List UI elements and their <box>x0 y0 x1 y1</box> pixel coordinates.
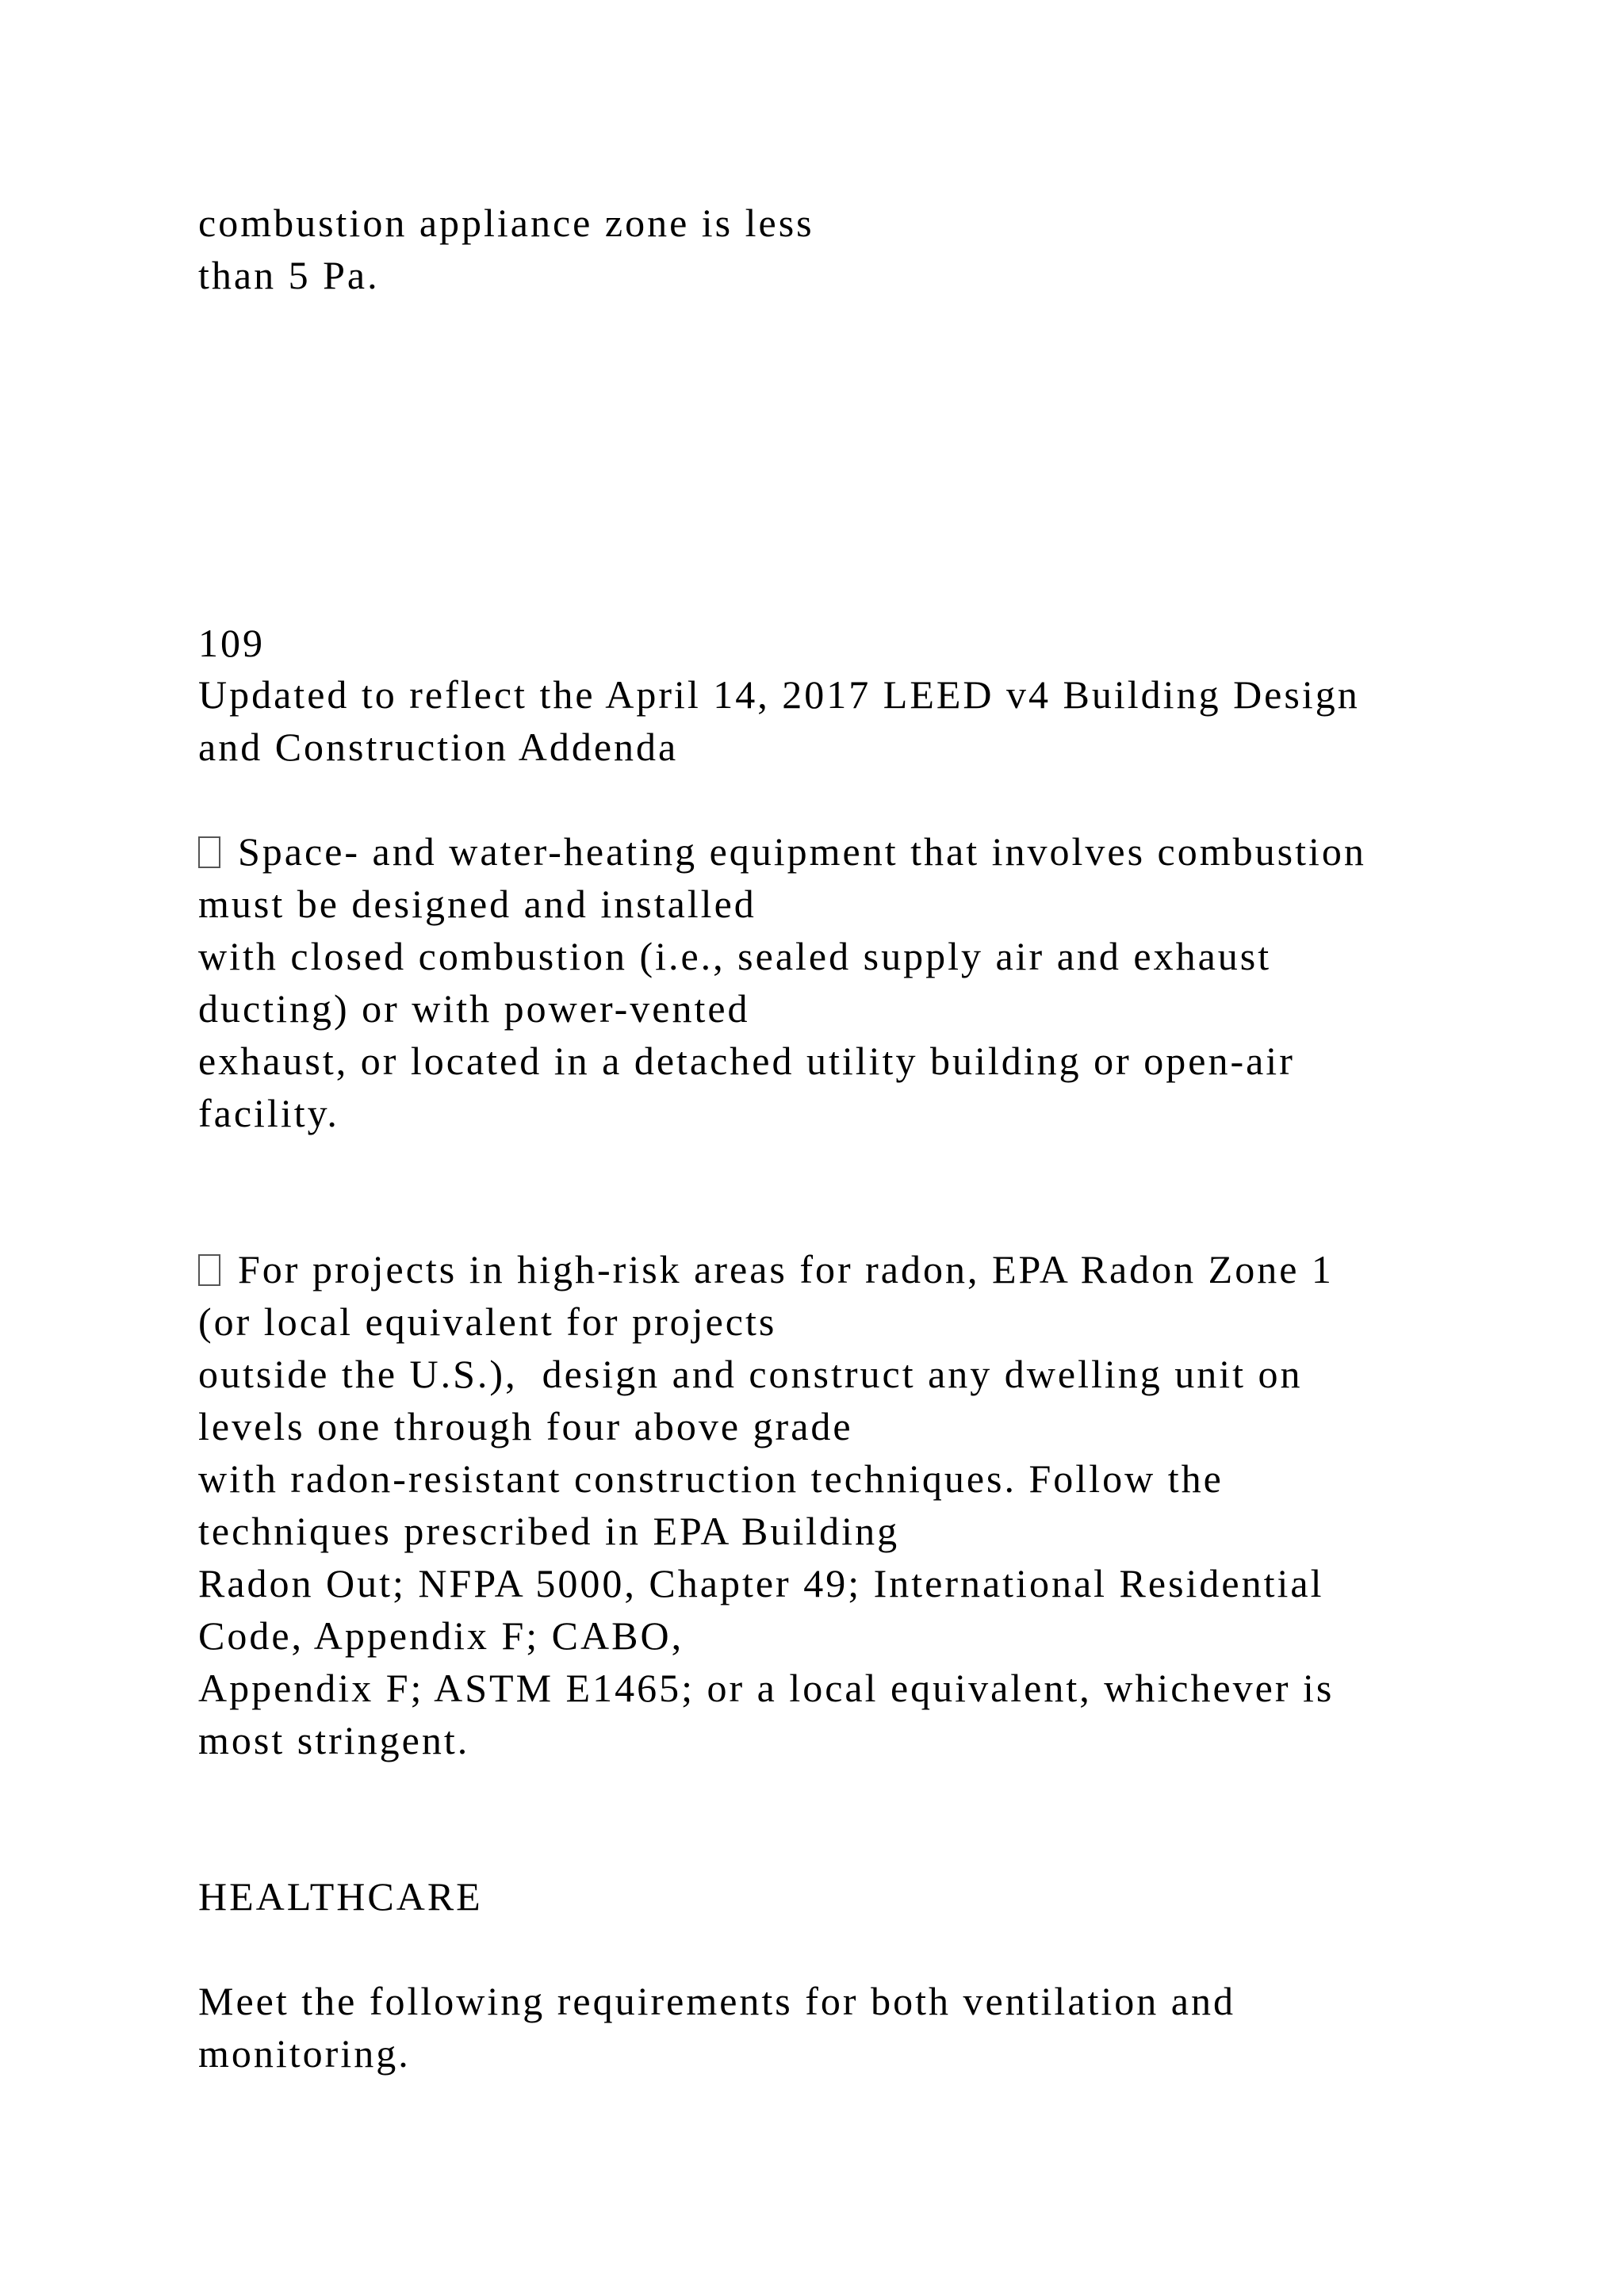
footer-line: and Construction Addenda <box>198 725 679 769</box>
text-line: outside the U.S.), design and construct any dwelling unit on <box>198 1352 1303 1396</box>
text-line: with radon-resistant construction techniques. Follow the <box>198 1456 1224 1501</box>
text-line: ducting) or with power-vented <box>198 986 750 1031</box>
text-line: Appendix F; ASTM E1465; or a local equivalent, whichever is <box>198 1666 1335 1710</box>
text-line: (or local equivalent for projects <box>198 1299 777 1344</box>
text-line: Meet the following requirements for both ventilation and <box>198 1979 1235 2023</box>
text-line: most stringent. <box>198 1718 470 1762</box>
text-line: Code, Appendix F; CABO, <box>198 1613 684 1658</box>
text-line: facility. <box>198 1091 339 1135</box>
text-line: Radon Out; NFPA 5000, Chapter 49; International Residential <box>198 1561 1324 1605</box>
text-line: with closed combustion (i.e., sealed supply air and exhaust <box>198 934 1272 978</box>
page-number: 109 <box>198 621 265 665</box>
bullet-box-icon <box>198 1254 220 1286</box>
text-line: combustion appliance zone is less <box>198 201 814 245</box>
text-line: For projects in high-risk areas for radon, EPA Radon Zone 1 <box>238 1247 1334 1292</box>
text-line: techniques prescribed in EPA Building <box>198 1509 900 1553</box>
text-line: than 5 Pa. <box>198 253 380 297</box>
text-line: monitoring. <box>198 2031 411 2076</box>
text-line: exhaust, or located in a detached utility building or open-air <box>198 1039 1295 1083</box>
text-line: Space- and water-heating equipment that involves combustion <box>238 829 1366 874</box>
text-line: levels one through four above grade <box>198 1404 853 1448</box>
text-line: must be designed and installed <box>198 882 756 926</box>
bullet-item <box>198 1243 1334 1295</box>
bullet-box-icon <box>198 836 220 868</box>
bullet-item <box>198 825 1366 878</box>
footer-line: Updated to reflect the April 14, 2017 LEED v4 Building Design <box>198 672 1360 717</box>
section-heading: HEALTHCARE <box>198 1874 483 1919</box>
